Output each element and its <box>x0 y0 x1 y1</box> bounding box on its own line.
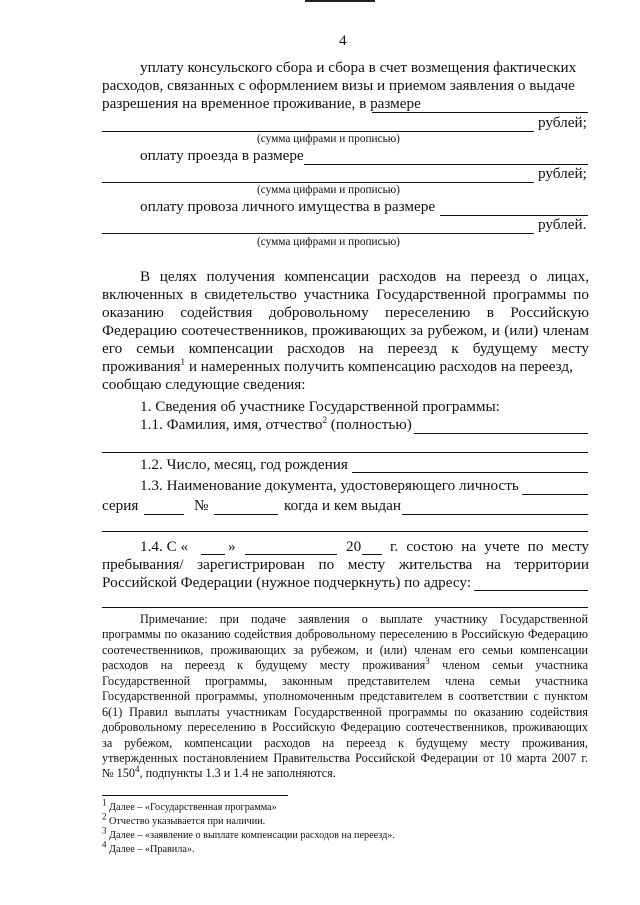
consular-fee-caption: (сумма цифрами и прописью) <box>257 133 400 145</box>
property-fee-currency: рублей. <box>538 216 587 233</box>
consular-fee-currency: рублей; <box>538 114 587 131</box>
consular-fee-line-2: расходов, связанных с оформлением визы и приемом заявления о выдаче <box>102 77 575 94</box>
id-document-label: 1.3. Наименование документа, удостоверяющего личность <box>140 477 519 494</box>
property-fee-label: оплату провоза личного имущества в размере <box>140 198 436 215</box>
registration-line-2: пребывания/ зарегистрирован по месту жительства на территории <box>102 556 589 573</box>
travel-fee-currency: рублей; <box>538 165 587 182</box>
address-field-2[interactable] <box>102 607 588 608</box>
note-line-7: 6(1) Правил выплаты участникам Государственной программы по оказанию содействия <box>102 705 588 719</box>
section-1-heading: 1. Сведения об участнике Государственной программы: <box>140 398 500 415</box>
intro-line-2: включенных в свидетельство участника Государственной программы по <box>102 286 589 303</box>
note-line-6: Государственной программы, уполномоченным представителем в соответствии с пунктом <box>102 689 588 703</box>
intro-line-3: оказанию содействия добровольному переселению в Российскую <box>102 304 589 321</box>
travel-fee-amount-field-2[interactable] <box>102 182 534 183</box>
series-label: серия <box>102 497 139 514</box>
note-line-10: утвержденных постановлением Правительства Российской Федерации от 10 марта 2007 г. <box>102 751 588 765</box>
intro-line-5: его семьи компенсации расходов на переезд к будущему месту <box>102 340 589 357</box>
registration-month-field[interactable] <box>245 554 337 555</box>
note-line-4: расходов на переезд к будущему месту проживания$^3$ членом семьи участника <box>102 655 588 672</box>
footnote-4: $^4$ Далее – «Правила». <box>102 839 195 855</box>
intro-line-4: Федерацию соотечественников, проживающих за рубежом, и (или) членам <box>102 322 589 339</box>
consular-fee-line-1: уплату консульского сбора и сбора в счет возмещения фактических <box>140 59 577 76</box>
full-name-label: 1.1. Фамилия, имя, отчество$^2$ (полностью) <box>140 414 412 433</box>
registration-day-field[interactable] <box>201 554 225 555</box>
note-line-5: Государственной программы, законным представителем члена семьи участника <box>102 674 588 688</box>
travel-fee-label: оплату проезда в размере <box>140 147 304 164</box>
registration-line-3: Российской Федерации (нужное подчеркнуть) по адресу: <box>102 574 472 591</box>
intro-line-7: сообщаю следующие сведения: <box>102 376 306 393</box>
intro-line-1: В целях получения компенсации расходов на переезд о лицах, <box>140 268 589 285</box>
address-field[interactable] <box>474 590 588 591</box>
travel-fee-caption: (сумма цифрами и прописью) <box>257 184 400 196</box>
full-name-field[interactable] <box>414 433 588 434</box>
registration-date-prefix: 1.4. С « <box>140 538 189 555</box>
registration-date-close: » <box>228 538 236 555</box>
number-field[interactable] <box>214 514 278 515</box>
consular-fee-amount-field-2[interactable] <box>102 131 534 132</box>
footnote-2: $^2$ Отчество указывается при наличии. <box>102 811 266 827</box>
property-fee-caption: (сумма цифрами и прописью) <box>257 236 400 248</box>
note-line-2: программы по оказанию содействия добровольному переселению в Российскую Федерацию <box>102 627 588 641</box>
issued-field-2[interactable] <box>102 531 588 532</box>
consular-fee-amount-field[interactable] <box>372 112 588 113</box>
id-document-field[interactable] <box>522 494 588 495</box>
consular-fee-line-3: разрешения на временное проживание, в размере <box>102 95 421 112</box>
registration-year-field[interactable] <box>362 554 382 555</box>
note-line-3: соотечественников, проживающих за рубежом, и (или) членам его семьи компенсации <box>102 643 588 657</box>
registration-rest: г. состою на учете по месту <box>390 538 589 555</box>
issued-field[interactable] <box>402 514 588 515</box>
issued-label: когда и кем выдан <box>284 497 401 514</box>
page-number: 4 <box>339 32 347 49</box>
footnote-1: $^1$ Далее – «Государственная программа» <box>102 797 277 813</box>
birth-date-label: 1.2. Число, месяц, год рождения <box>140 456 348 473</box>
number-label: № <box>194 497 209 514</box>
registration-year-label: 20 <box>346 538 362 555</box>
footnote-3: $^3$ Далее – «заявление о выплате компенсации расходов на переезд». <box>102 825 395 841</box>
note-line-1: Примечание: при подаче заявления о выплате участнику Государственной <box>140 612 588 626</box>
series-field[interactable] <box>144 514 184 515</box>
note-line-8: добровольному переселению в Российскую Федерацию соотечественников, проживающих <box>102 720 588 734</box>
full-name-field-2[interactable] <box>102 452 588 453</box>
birth-date-field[interactable] <box>352 472 588 473</box>
note-line-11: № $150^4$, подпункты 1.3 и 1.4 не заполняются. <box>102 763 336 780</box>
footnote-separator <box>102 795 288 796</box>
intro-line-6: проживания$^1$ и намеренных получить компенсацию расходов на переезд, <box>102 356 573 375</box>
note-line-9: за рубежом, компенсации расходов на переезд к будущему месту проживания, <box>102 736 588 750</box>
scan-mark <box>305 0 375 2</box>
property-fee-amount-field-2[interactable] <box>102 233 534 234</box>
